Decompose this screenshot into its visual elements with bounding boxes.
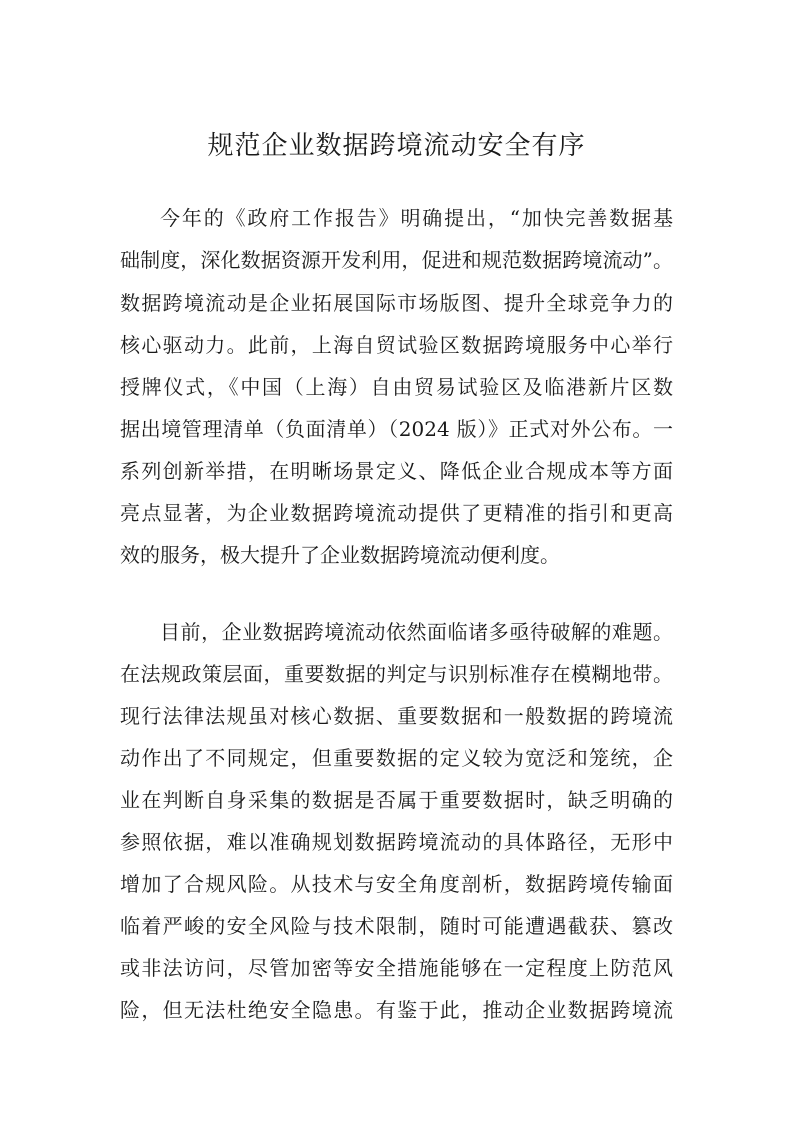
paragraph-1-line-8: 亮点显著，为企业数据跨境流动提供了更精准的指引和更高 [120, 501, 673, 525]
paragraph-2-line-7: 增加了合规风险。从技术与安全角度剖析，数据跨境传输面 [120, 872, 673, 896]
paragraph-1-line-4: 核心驱动力。此前，上海自贸试验区数据跨境服务中心举行 [120, 333, 673, 357]
paragraph-2-line-3: 现行法律法规虽对核心数据、重要数据和一般数据的跨境流 [120, 704, 673, 728]
paragraph-1-line-2: 础制度，深化数据资源开发利用，促进和规范数据跨境流动”。 [120, 248, 673, 272]
paragraph-1-line-5: 授牌仪式，《中国（上海）自由贸易试验区及临港新片区数 [120, 375, 673, 399]
paragraph-1-line-6: 据出境管理清单（负面清单）（2024 版）》正式对外公布。一 [120, 417, 673, 441]
paragraph-2-line-9: 或非法访问，尽管加密等安全措施能够在一定程度上防范风 [120, 956, 673, 980]
paragraph-2-line-8: 临着严峻的安全风险与技术限制，随时可能遭遇截获、篡改 [120, 914, 673, 938]
paragraph-1-line-7: 系列创新举措，在明晰场景定义、降低企业合规成本等方面 [120, 459, 673, 483]
paragraph-2-line-2: 在法规政策层面，重要数据的判定与识别标准存在模糊地带。 [120, 662, 673, 686]
document-title: 规范企业数据跨境流动安全有序 [207, 131, 586, 161]
paragraph-2-line-1: 目前，企业数据跨境流动依然面临诸多亟待破解的难题。 [160, 620, 673, 644]
paragraph-2-line-10: 险，但无法杜绝安全隐患。有鉴于此，推动企业数据跨境流 [120, 998, 673, 1022]
paragraph-2-line-6: 参照依据，难以准确规划数据跨境流动的具体路径，无形中 [120, 830, 673, 854]
paragraph-1-line-1: 今年的《政府工作报告》明确提出，“加快完善数据基 [160, 206, 673, 230]
paragraph-1-line-9: 效的服务，极大提升了企业数据跨境流动便利度。 [120, 543, 560, 567]
paragraph-2-line-4: 动作出了不同规定，但重要数据的定义较为宽泛和笼统，企 [120, 746, 673, 770]
paragraph-1-line-3: 数据跨境流动是企业拓展国际市场版图、提升全球竞争力的 [120, 291, 673, 315]
paragraph-2-line-5: 业在判断自身采集的数据是否属于重要数据时，缺乏明确的 [120, 788, 673, 812]
